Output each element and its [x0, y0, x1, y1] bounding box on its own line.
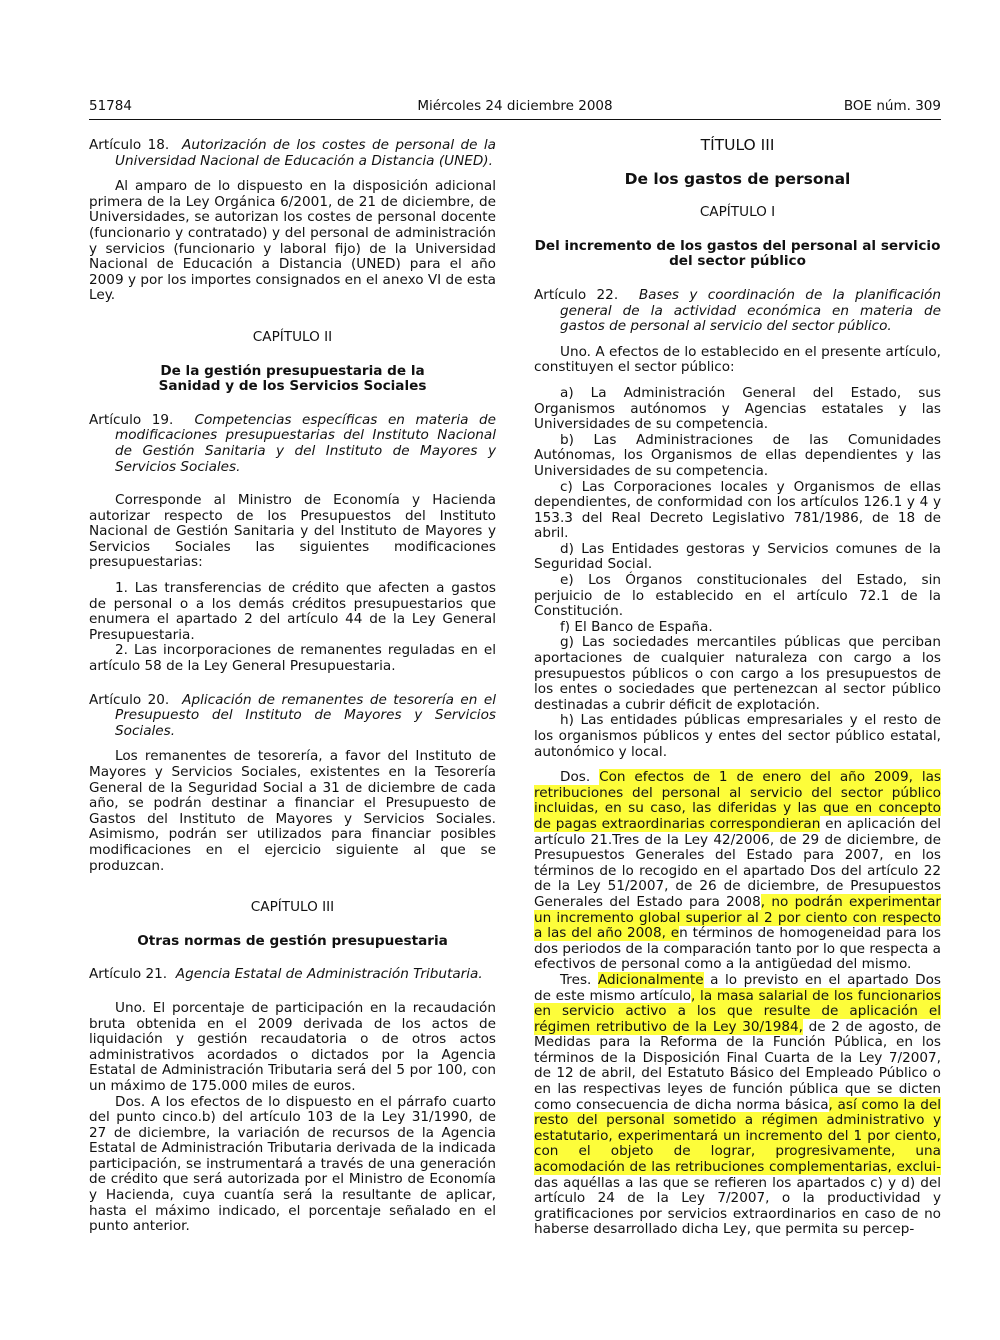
article-22-uno: Uno. A efectos de lo establecido en el presente artículo, constituyen el sector público:: [534, 343, 941, 376]
header-rule: [89, 119, 941, 120]
article-21-heading: Artículo 21. Agencia Estatal de Administración Tributaria.: [89, 966, 483, 983]
highlight-1-percent-increase: , así como la del resto del personal sometido a régimen administrativo y estatutario, experimentará un incremento del 1 por ciento, con el objeto de lograr, progresivamente, una acomodación de las retribuciones complementarias, exclui-: [534, 1096, 941, 1176]
article-22-dos: Dos. Con efectos de 1 de enero del año 2009, las retribuciones del personal al servicio del sector público incluidas, en su caso, las diferidas y las que en concepto de pagas extraordinarias correspondieran en aplicación del artículo 21.Tres de la Ley 42/2006, de 29 de diciembre, de Presupuestos Generales del Estado para 2007, en los términos de lo recogido en el apartado Dos del artículo 22 de la Ley 51/2007, de 26 de diciembre, de Presupuestos Generales del Estado para 2008, no podrán experimentar un incremento global superior al 2 por ciento con respecto a las del año 2008, en términos de homogeneidad para los dos periodos de la comparación tanto por lo que respecta a efectivos de personal como a la antigüedad del mismo.: [534, 769, 942, 973]
article-19-item-2: 2. Las incorporaciones de remanentes reguladas en el artículo 58 de la Ley General Presupuestaria.: [89, 642, 496, 675]
chapter-3-title: Otras normas de gestión presupuestaria: [137, 932, 448, 949]
article-18-text: Al amparo de lo dispuesto en la disposición adicional primera de la Ley Orgánica 6/2001, de 21 de diciembre, de Universidades, se autorizan los costes de personal docente (funcionario y contratado) y del personal de administración y servicios (funcionario y laboral fijo) de la Universidad Nacional de Educación a Distancia (UNED) para el año 2009 y por los importes consignados en el anexo VI de esta Ley.: [89, 178, 496, 304]
article-19-text: Corresponde al Ministro de Economía y Hacienda autorizar respecto de los Presupuestos del Instituto Nacional de Gestión Sanitaria y del Instituto de Mayores y Servicios Sociales las siguientes modificaciones presupuestarias:: [89, 492, 496, 571]
article-19-heading: Artículo 19. Competencias específicas en materia de modificaciones presupuestarias del Instituto Nacional de Gestión Sanitaria y del Instituto de Mayores y Servicios Sociales.: [89, 411, 496, 475]
sector-item-g: g) Las sociedades mercantiles públicas que perciban aportaciones de cualquier naturaleza con cargo a los presupuestos públicos o con cargo a los presupuestos de los entes o sociedades que pertenezcan al sector público destinadas a cubrir déficit de explotación.: [534, 634, 941, 713]
title-3-name: De los gastos de personal: [624, 169, 851, 188]
chapter-2-label: CAPÍTULO II: [252, 328, 333, 345]
sector-item-h: h) Las entidades públicas empresariales y el resto de los organismos públicos y entes del sector público estatal, autonómico y local.: [534, 712, 941, 760]
chapter-2-title: De la gestión presupuestaria de la Sanidad y de los Servicios Sociales: [158, 362, 427, 395]
page-number: 51784: [89, 98, 132, 114]
article-21-paragraph-1: Uno. El porcentaje de participación en la recaudación bruta obtenida en el 2009 derivada de los actos de liquidación y gestión recaudatoria o de otros actos administrativos acordados o dictados por la Agencia Estatal de Administración Tributaria será del 5 por 100, con un máximo de 175.000 miles de euros.: [89, 999, 496, 1094]
chapter-1-label: CAPÍTULO I: [699, 204, 776, 221]
journal-number: BOE núm. 309: [843, 98, 941, 114]
article-19-item-1: 1. Las transferencias de crédito que afecten a gastos de personal o a los demás créditos presupuestarios que enumera el apartado 2 del artículo 44 de la Ley General Presupuestaria.: [89, 580, 496, 643]
issue-date: Miércoles 24 diciembre 2008: [417, 98, 613, 114]
sector-item-d: d) Las Entidades gestoras y Servicios comunes de la Seguridad Social.: [534, 540, 941, 573]
left-column: [89, 138, 496, 1235]
article-20-heading: Artículo 20. Aplicación de remanentes de tesorería en el Presupuesto del Instituto de Mayores y Servicios Sociales.: [89, 691, 496, 739]
article-21-paragraph-2: Dos. A los efectos de lo dispuesto en el párrafo cuarto del punto cinco.b) del artículo 103 de la Ley 31/1990, de 27 de diciembre, la variación de recursos de la Agencia Estatal de Administración Tributaria derivada de la indicada participación, se instrumentará a través de una generación de crédito que será autorizada por el Ministro de Economía y Hacienda, cuya cuantía será la resultante de aplicar, hasta el máximo indicado, el porcentaje señalado en el punto anterior.: [89, 1093, 496, 1235]
sector-item-e: e) Los Órganos constitucionales del Estado, sin perjuicio de lo establecido en el artículo 72.1 de la Constitución.: [534, 572, 941, 620]
highlight-salary-increase-scope: Con efectos de 1 de enero del año 2009, las retribuciones del personal al servicio del sector público incluidas, en su caso, las diferidas y las que en concepto de pagas extraordinarias correspondieran: [534, 769, 942, 832]
chapter-3-label: CAPÍTULO III: [250, 899, 335, 916]
article-22-heading: Artículo 22. Bases y coordinación de la planificación general de la actividad económica en materia de gastos de personal al servicio del sector público.: [534, 286, 941, 335]
chapter-1-title: Del incremento de los gastos del personal al servicio del sector público: [534, 237, 941, 270]
highlight-adicionalmente: Adicionalmente: [597, 971, 704, 988]
article-22-tres: Tres. Adicionalmente a lo previsto en el apartado Dos de este mismo artículo, la masa salarial de los funcionarios en servicio activo a los que resulte de aplicación el régimen retributivo de la Ley 30/1984, de 2 de agosto, de Medidas para la Reforma de la Función Pública, en los términos de la Disposición Final Cuarta de la Ley 7/2007, de 12 de abril, del Estatuto Básico del Empleado Público o en las respectivas leyes de función pública que se dicten como consecuencia de dicha norma básica, así como la del resto del personal sometido a régimen administrativo y estatutario, experimentará un incremento del 1 por ciento, con el objeto de lograr, progresivamente, una acomodación de las retribuciones complementarias, exclui-das aquéllas a las que se refieren los apartados c) y d) del artículo 24 de la Ley 7/2007, o la productividad y gratificaciones por servicios extraordinarios en caso de no haberse desarrollado dicha Ley, que permita su percep-: [534, 971, 941, 1238]
sector-item-f: f) El Banco de España.: [560, 618, 713, 635]
title-3-label: TÍTULO III: [700, 136, 775, 154]
article-18-heading: Artículo 18. Autorización de los costes de personal de la Universidad Nacional de Educación a Distancia (UNED).: [89, 137, 496, 169]
page-header: [89, 98, 941, 118]
highlight-salary-mass: , la masa salarial de los funcionarios en servicio activo a los que resulte de aplicación el régimen retributivo de la Ley 30/1984,: [534, 987, 941, 1035]
sector-item-b: b) Las Administraciones de las Comunidades Autónomas, los Organismos de ellas dependientes y las Universidades de su competencia.: [534, 431, 941, 479]
sector-item-c: c) Las Corporaciones locales y Organismos de ellas dependientes, de conformidad con los artículos 126.1 y 4 y 153.3 del Real Decreto Legislativo 781/1986, de 18 de abril.: [534, 478, 941, 542]
highlight-2-percent-limit: , no podrán experimentar un incremento global superior al 2 por ciento con respecto a las del año 2008, e: [534, 893, 941, 942]
sector-item-a: a) La Administración General del Estado, sus Organismos autónomos y Agencias estatales y las Universidades de su competencia.: [534, 384, 941, 433]
article-20-text: Los remanentes de tesorería, a favor del Instituto de Mayores y Servicios Sociales, existentes en la Tesorería General de la Seguridad Social a 31 de diciembre de cada año, se podrán destinar a financiar el Presupuesto de Gastos del Instituto de Mayores y Servicios Sociales. Asimismo, podrán ser utilizados para financiar posibles modificaciones en el ejercicio siguiente al que se produzcan.: [89, 748, 496, 874]
right-column: [534, 138, 941, 1238]
